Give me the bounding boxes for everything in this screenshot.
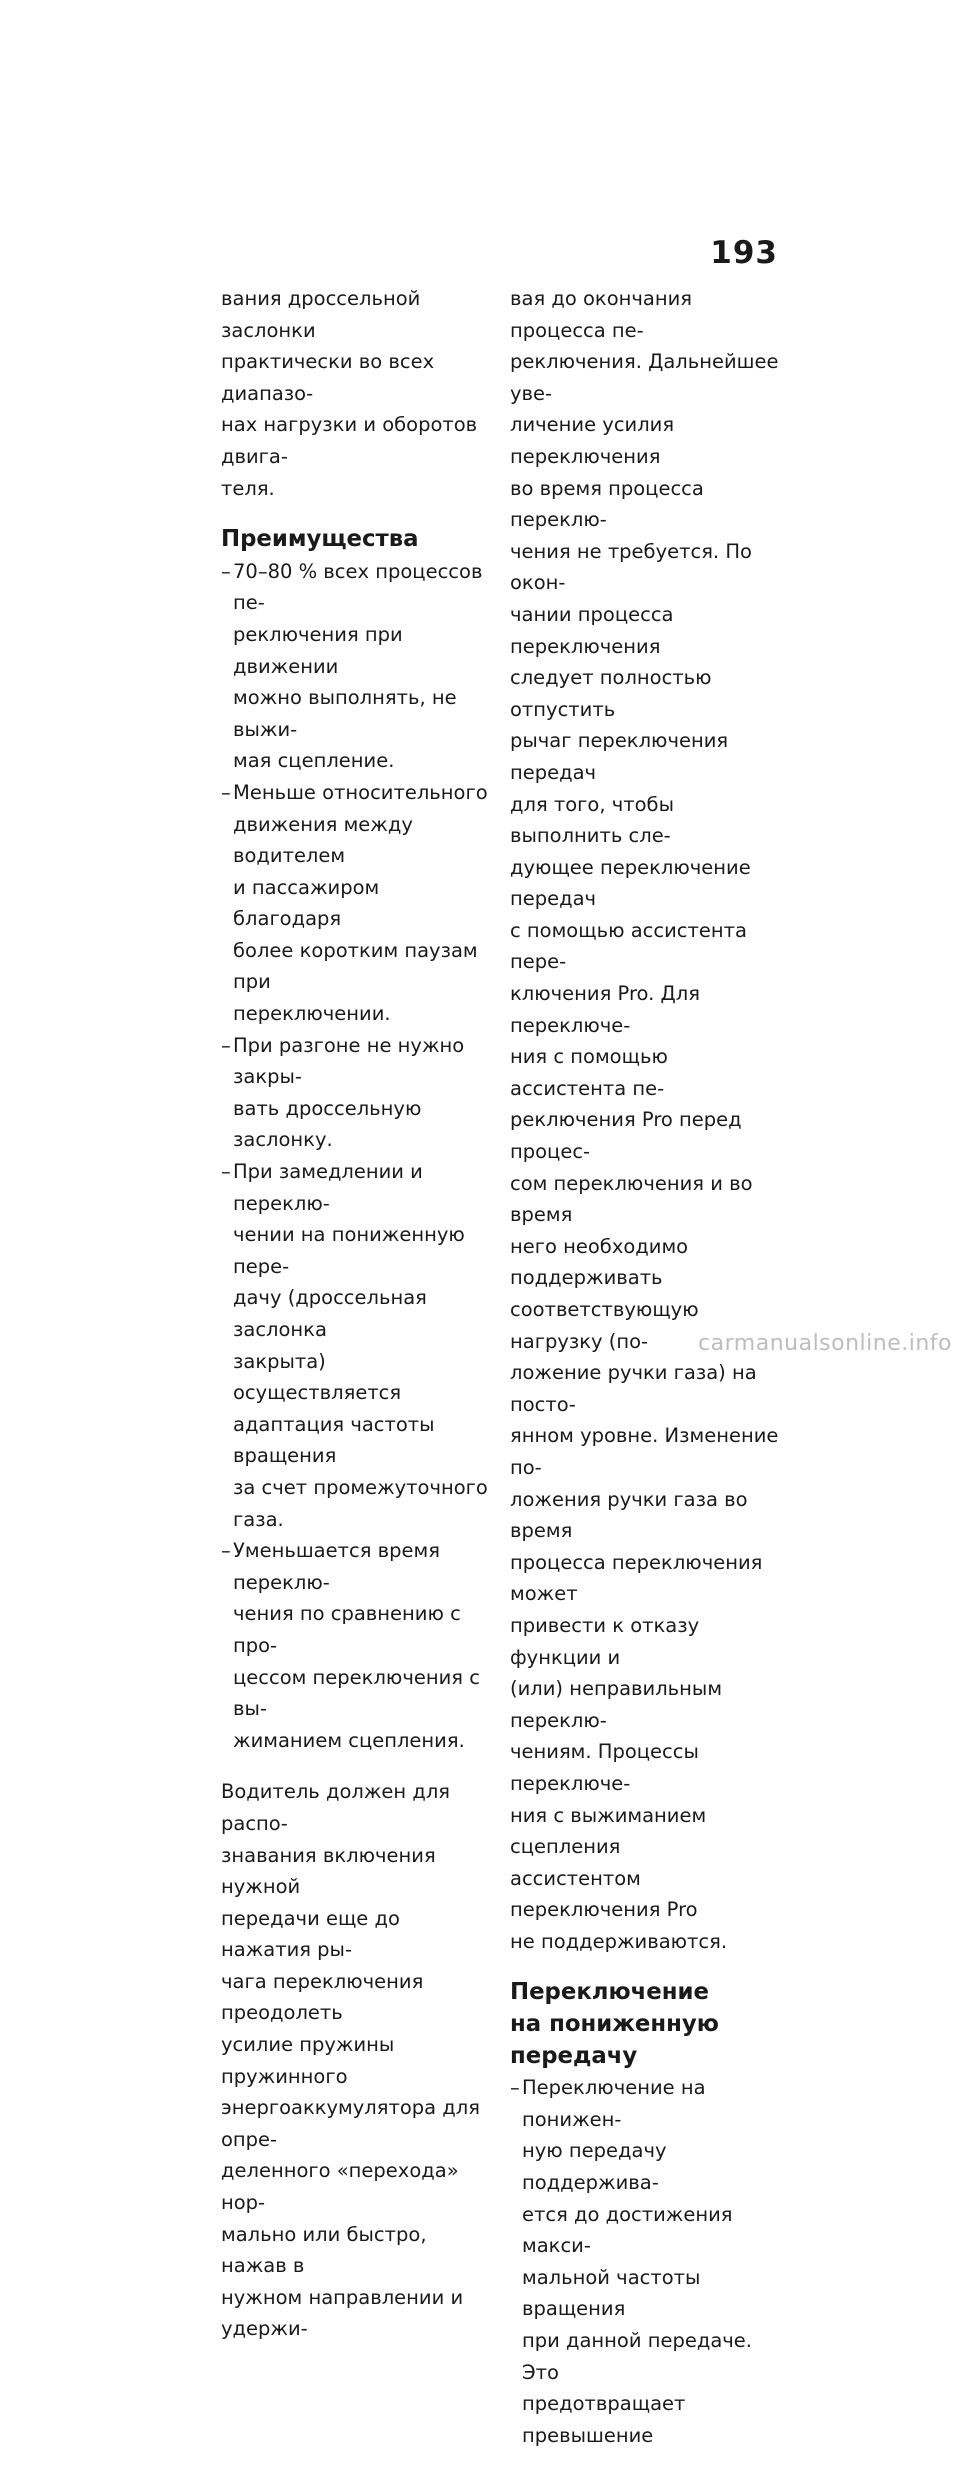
list-item: – При разгоне не нужно закры- вать дроссельную заслонку. <box>221 1030 491 1156</box>
list-dash: – <box>221 559 231 583</box>
intro-paragraph: вания дроссельной заслонки практически во всех диапазо- нах нагрузки и оборотов двига- теля. <box>221 287 478 500</box>
advantages-heading: Преимущества <box>221 526 419 553</box>
list-item: – Уменьшается время переклю- чения по сравнению с про- цессом переключения с вы- жиманием сцепления. <box>221 1535 491 1756</box>
list-dash: – <box>221 1160 231 1184</box>
continuation-paragraph: вая до окончания процесса пе- реключения. Дальнейшее уве- личение усилия переключения во время процесса переклю- чения не требуется. По окон- чании процесса переключения следует полностью отпустить рычаг переключения передач для того, чтобы выполнить сле- дующее переключение передач с помощью ассистента пере- ключения Pro. Для переключе- ния с помощью ассистента пе- реключения Pro перед процес- сом переключения и во время него необходимо поддерживать соответствующую нагрузку (по- ложение ручки газа) на посто- янном уровне. Изменение по- ложения ручки газа во время процесса переключения может привести к отказу функции и (или) неправильным переклю- чениям. Процессы переключе- ния с выжиманием сцепления ассистентом переключения Pro не поддерживаются. <box>510 287 779 1953</box>
footer-watermark: carmanualsonline.info <box>698 1331 952 1356</box>
list-item: – Меньше относительного движения между водителем и пассажиром благодаря более коротким паузам при переключении. <box>221 777 491 1030</box>
list-dash: – <box>221 780 231 804</box>
advantages-list <box>221 556 491 1757</box>
page-number: 193 <box>710 235 778 271</box>
list-dash: – <box>221 1033 231 1057</box>
list-item: – 70–80 % всех процессов пе- реключения при движении можно выполнять, не выжи- мая сцепление. <box>221 556 491 777</box>
list-item: – Переключение на понижен- ную передачу поддержива- ется до достижения макси- мальной частоты вращения при данной передаче. Это предотвращает превышение <box>510 2072 782 2451</box>
downshift-list <box>510 2072 782 2451</box>
list-dash: – <box>510 2076 520 2100</box>
list-item: – При замедлении и переклю- чении на пониженную пере- дачу (дроссельная заслонка закрыта) осуществляется адаптация частоты вращения за счет промежуточного газа. <box>221 1156 491 1535</box>
left-column <box>221 283 491 2365</box>
list-dash: – <box>221 1539 231 1563</box>
right-column <box>510 283 782 2471</box>
downshift-heading: Переключение на пониженную передачу <box>510 1979 719 2069</box>
driver-paragraph: Водитель должен для распо- знавания включения нужной передачи еще до нажатия ры- чага переключения преодолеть усилие пружины пружинного энергоаккумулятора для опре- деленного «перехода» нор- мально или быстро, нажав в нужном направлении и удержи- <box>221 1780 480 2341</box>
